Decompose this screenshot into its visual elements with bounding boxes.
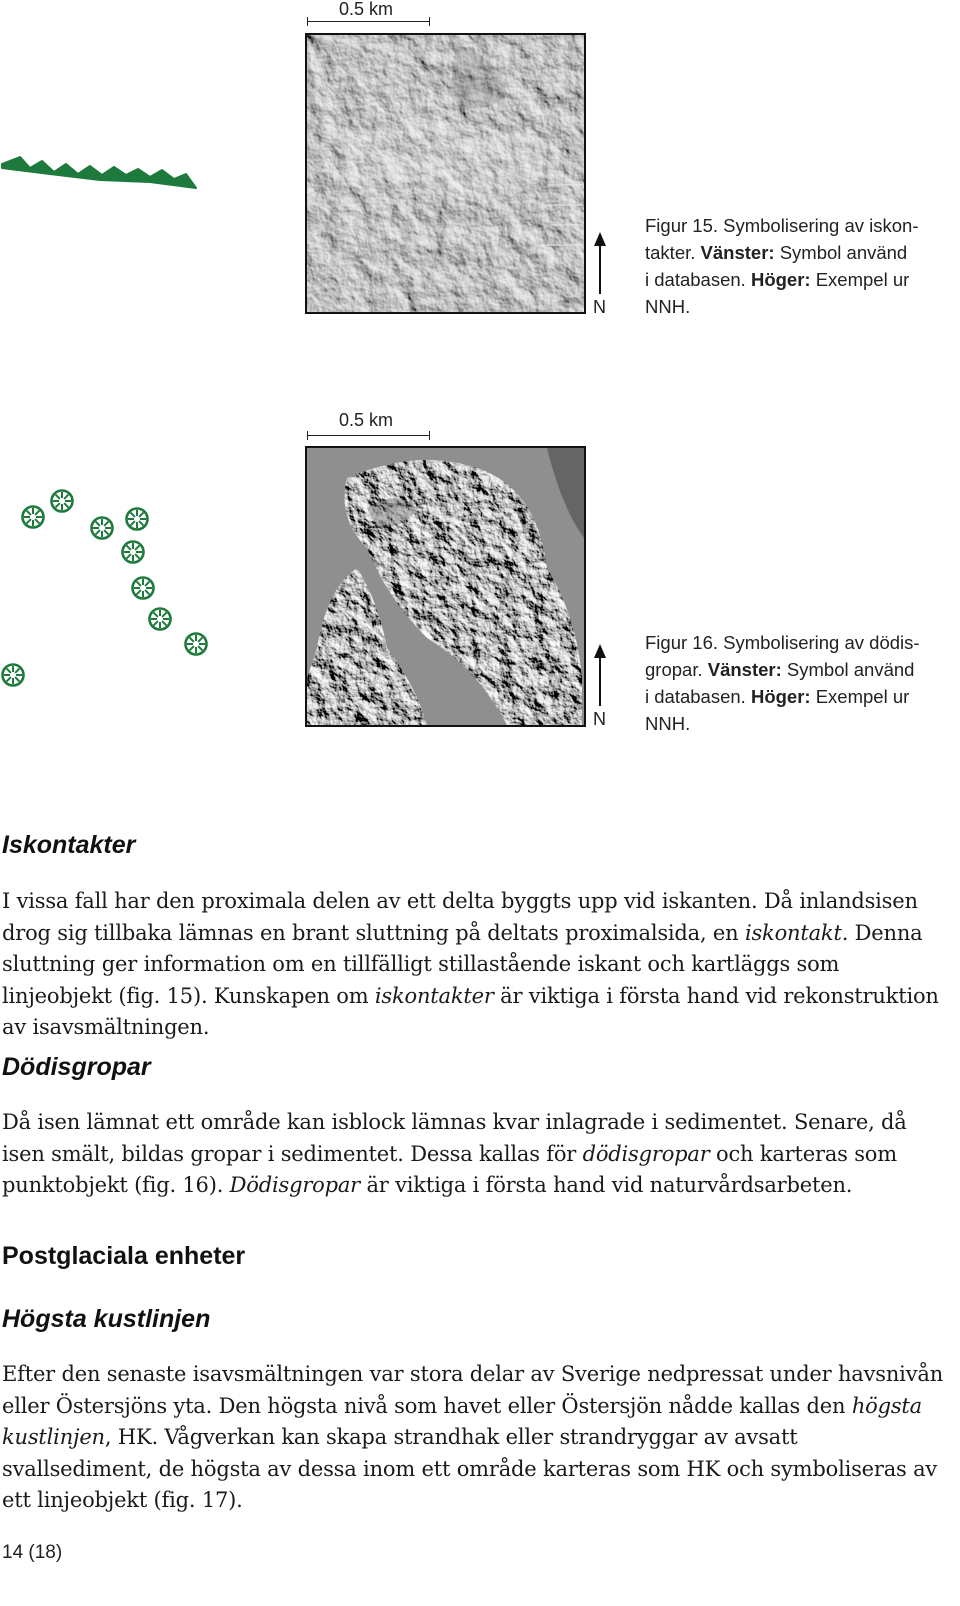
fig15-north-label: N: [593, 297, 606, 317]
fig15-caption-line1: Figur 15. Symbolisering av iskon-: [645, 215, 919, 236]
fig16-caption-line4: NNH.: [645, 713, 691, 734]
paragraph-dodisgropar: Då isen lämnat ett område kan isblock lämnas kvar inlagrade i sedimentet. Senare, då isen smält, bildas gropar i sedimentet. Dessa kallas för dödisgropar och karteras som punktobjekt (fig. 16). Dödisgropar är viktiga i första hand vid naturvårdsarbeten.: [2, 1110, 907, 1197]
fig16-caption-line1: Figur 16. Symbolisering av dödis-: [645, 632, 920, 653]
heading-hogsta-kustlinjen: Högsta kustlinjen: [2, 1305, 211, 1333]
iskontakt-line-symbol: [0, 152, 200, 197]
fig15-caption-line4: NNH.: [645, 296, 691, 317]
paragraph-iskontakter: I vissa fall har den proximala delen av ett delta byggts upp vid iskanten. Då inlandsisen drog sig tillbaka lämnas en brant sluttning på deltats proximalsida, en iskontakt. Denna sluttning ger information om en tillfälligt stillastående iskant och kartläggs som linjeobjekt (fig. 15). Kunskapen om iskontakter är viktiga i första hand vid rekonstruktion av isavsmältningen.: [2, 889, 939, 1039]
heading-postglaciala-enheter: Postglaciala enheter: [2, 1242, 246, 1270]
fig16-caption: [645, 629, 945, 737]
paragraph-hogsta-kustlinjen: Efter den senaste isavsmältningen var stora delar av Sverige nedpressat under havsnivån eller Östersjöns yta. Den högsta nivå som havet eller Östersjön nådde kallas den högsta kustlinjen, HK. Vågverkan kan skapa strandhak eller strandryggar av avsatt svallsediment, de högsta av dessa inom ett område karteras som HK och symboliseras av ett linjeobjekt (fig. 17).: [2, 1362, 944, 1512]
fig16-north-arrow-icon: [592, 644, 608, 706]
fig16-relief-image: [307, 448, 584, 725]
fig16-north-label: N: [593, 709, 606, 729]
fig16-scale-bar: [307, 435, 430, 436]
fig15-scale-label: 0.5 km: [339, 0, 394, 19]
fig15-north-arrow-icon: [592, 232, 608, 294]
heading-dodisgropar: Dödisgropar: [2, 1053, 151, 1081]
fig16-caption-line2: gropar. Vänster: Symbol använd: [645, 659, 915, 680]
fig15-scale-bar: [307, 21, 430, 22]
fig15-caption: [645, 212, 945, 320]
fig16-scale-label: 0.5 km: [339, 410, 394, 430]
heading-iskontakter: Iskontakter: [2, 831, 136, 859]
page-number: 14 (18): [2, 1542, 63, 1563]
fig16-caption-line3: i databasen. Höger: Exempel ur: [645, 686, 910, 707]
fig15-hillshade-map: [305, 33, 586, 314]
dodisgrop-point-symbols: [0, 480, 220, 700]
fig15-caption-line3: i databasen. Höger: Exempel ur: [645, 269, 910, 290]
fig16-hillshade-map: [305, 446, 586, 727]
fig15-caption-line2: takter. Vänster: Symbol använd: [645, 242, 908, 263]
fig15-relief-image: [307, 35, 584, 312]
